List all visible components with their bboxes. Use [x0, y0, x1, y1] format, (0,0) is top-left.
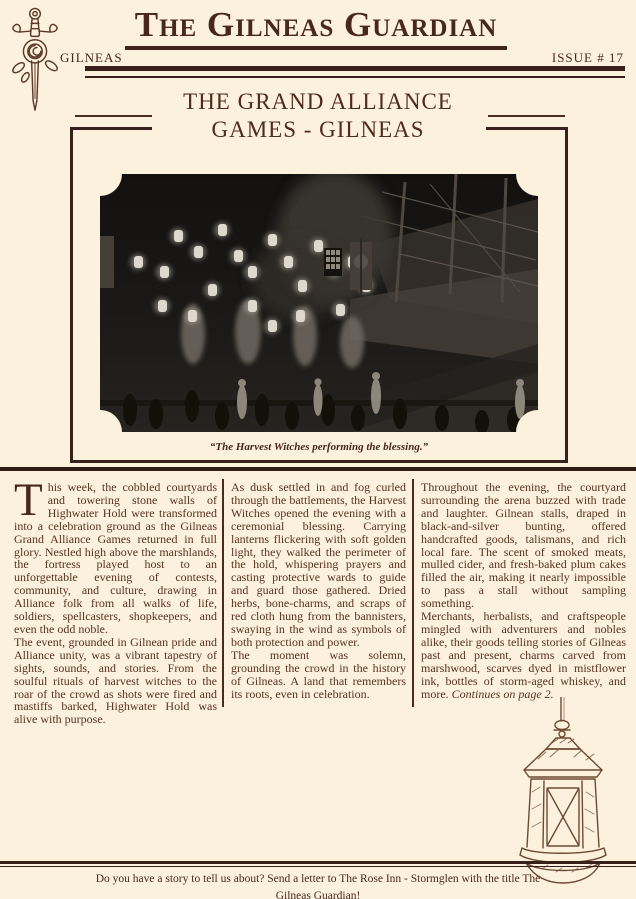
- article-photo: [100, 174, 538, 432]
- column-separator: [412, 479, 414, 707]
- article-column-1: [14, 474, 217, 727]
- paragraph: [14, 474, 217, 636]
- footer-notice: [40, 871, 596, 899]
- masthead-title: The Gilneas Guardian: [125, 6, 508, 50]
- masthead-rule-thick: [85, 66, 625, 71]
- continues-note: Continues on page 2.: [451, 686, 554, 701]
- footer-rule-thin: [0, 866, 636, 867]
- article-column-2: [231, 481, 406, 700]
- footer-rule-thick: [0, 861, 636, 864]
- paragraph: Throughout the evening, the courtyard surrounding the arena buzzed with trade and laughter. Gilnean stalls, draped in black-and-silver bunting, offered handcrafted goods, talismans, and rich local fare. The scent of smoked meats, mulled cider, and fresh-baked plum cakes filled the air, making it nearly impossible to pass a stall without sampling something.: [421, 480, 626, 611]
- headline-line-2: GAMES - GILNEAS: [211, 117, 425, 143]
- masthead-rule-thin: [85, 76, 625, 78]
- section-divider-rule: [0, 467, 636, 471]
- frame-ornament-right: [488, 115, 565, 117]
- paragraph: The moment was solemn, grounding the crowd in the history of Gilneas. A land that remembers its roots, even in celebration.: [231, 647, 406, 701]
- night-festival-scene: [100, 174, 538, 432]
- masthead-region: GILNEAS: [60, 50, 123, 65]
- article-column-3: [421, 481, 626, 700]
- body-text: Merchants, herbalists, and craftspeople mingled with adventurers and nobles alike, their goods telling stories of Gilneas past and present, charms carved from marshwood, scarves dyed in mistflower ink, bottles of storm-aged whiskey, and more.: [421, 609, 626, 701]
- headline-line-1: THE GRAND ALLIANCE: [183, 89, 453, 114]
- paragraph: As dusk settled in and fog curled through the battlements, the Harvest Witches opened the evening with a ceremonial blessing. Carrying lanterns flickering with soft golden light, they walked the perimeter of the hold, whispering prayers and casting protective wards to guide and guard those gathered. Dried herbs, bone-charms, and scraps of red cloth hung from the bannisters, swaying in the wind as symbols of both protection and power.: [231, 480, 406, 649]
- masthead-issue-number: ISSUE # 17: [551, 50, 624, 65]
- paragraph: The event, grounded in Gilnean pride and Alliance unity, was a vibrant tapestry of sights, sounds, and stories. From the soulful rituals of harvest witches to the roar of the crowd as shots were fired and mastiffs barked, Highwater Hold was alive with purpose.: [14, 634, 217, 727]
- drop-cap: T: [14, 474, 43, 526]
- photo-caption: “The Harvest Witches performing the blessing.”: [209, 441, 429, 453]
- column-separator: [222, 479, 224, 707]
- frame-ornament-left: [75, 115, 152, 117]
- footer-line-1: Do you have a story to tell us about? Send a letter to The Rose Inn - Stormglen with the title The: [95, 873, 541, 885]
- body-text: his week, the cobbled courtyards and towering stone walls of Highwater Hold were transformed into a celebration ground as the Gilneas Grand Alliance Games returned in full glory. Nestled high above the marshlands, the fortress played host to an unforgettable evening of contests, community, and culture, drawing in Alliance folk from all walks of life, soldiers, spellcasters, shopkeepers, and even the odd noble.: [14, 480, 217, 636]
- paragraph: [421, 610, 626, 700]
- footer-line-2: Gilneas Guardian!: [275, 889, 361, 899]
